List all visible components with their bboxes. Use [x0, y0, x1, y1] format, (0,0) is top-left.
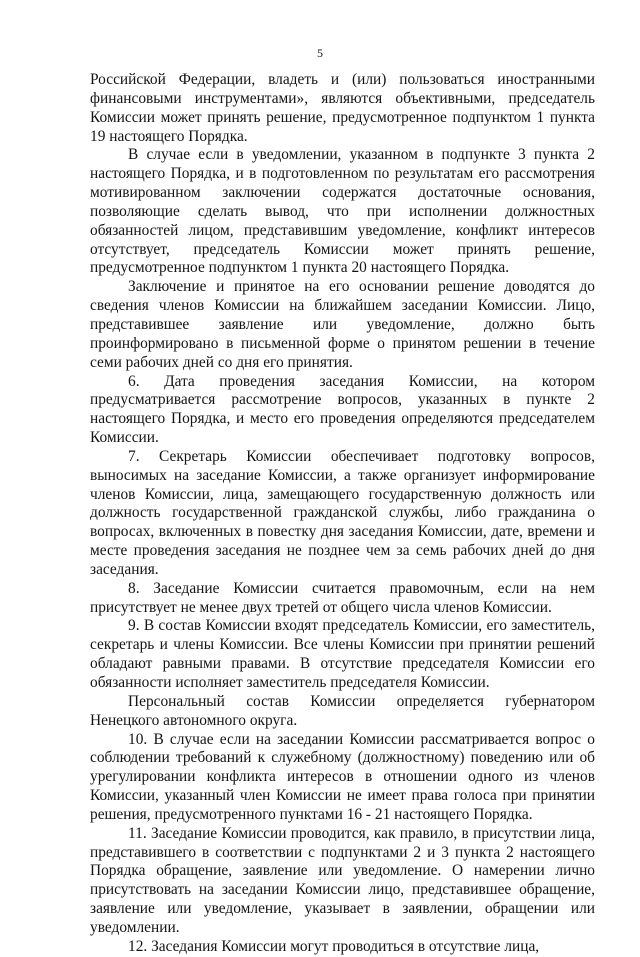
document-body	[90, 71, 595, 957]
paragraph-item-7: 7. Секретарь Комиссии обеспечивает подготовку вопросов, выносимых на заседание Комиссии, а также организует информирование членов Комиссии, лица, замещающего государственную должность или должность государственной гражданской службы, либо гражданина о вопросах, включенных в повестку дня заседания Комиссии, дате, времени и месте проведения заседания не позднее чем за семь рабочих дней до дня заседания.	[90, 447, 595, 578]
paragraph-item-8: 8. Заседание Комиссии считается правомочным, если на нем присутствует не менее двух третей от общего числа членов Комиссии.	[90, 579, 595, 616]
paragraph-notification-case: В случае если в уведомлении, указанном в подпункте 3 пункта 2 настоящего Порядка, и в подготовленном по результатам его рассмотрения мотивированном заключении содержатся достаточные основания, позволяющие сделать вывод, что при исполнении должностных обязанностей лицом, представившим уведомление, конфликт интересов отсутствует, председатель Комиссии может принять решение, предусмотренное подпунктом 1 пункта 20 настоящего Порядка.	[90, 146, 595, 277]
paragraph-item-11: 11. Заседание Комиссии проводится, как правило, в присутствии лица, представившего в соответствии с подпунктами 2 и 3 пункта 2 настоящего Порядка обращение, заявление или уведомление. О намерении лично присутствовать на заседании Комиссии лицо, представившее обращение, заявление или уведомление, указывает в заявлении, обращении или уведомлении.	[90, 824, 595, 936]
paragraph-item-6: 6. Дата проведения заседания Комиссии, на котором предусматривается рассмотрение вопросов, указанных в пункте 2 настоящего Порядка, и место его проведения определяются председателем Комиссии.	[90, 372, 595, 447]
paragraph-personal-composition: Персональный состав Комиссии определяется губернатором Ненецкого автономного округа.	[90, 692, 595, 729]
paragraph-conclusion-communication: Заключение и принятое на его основании решение доводятся до сведения членов Комиссии на ближайшем заседании Комиссии. Лицо, представившее заявление или уведомление, должно быть проинформировано в письменной форме о принятом решении в течение семи рабочих дней со дня его принятия.	[90, 278, 595, 371]
paragraph-continuation: Российской Федерации, владеть и (или) пользоваться иностранными финансовыми инструментами», являются объективными, председатель Комиссии может принять решение, предусмотренное подпунктом 1 пункта 19 настоящего Порядка.	[90, 71, 595, 145]
paragraph-item-9: 9. В состав Комиссии входят председатель Комиссии, его заместитель, секретарь и члены Комиссии. Все члены Комиссии при принятии решений обладают равными правами. В отсутствие председателя Комиссии его обязанности исполняет заместитель председателя Комиссии.	[90, 617, 595, 691]
paragraph-item-10: 10. В случае если на заседании Комиссии рассматривается вопрос о соблюдении требований к служебному (должностному) поведению или об урегулировании конфликта интересов в отношении одного из членов Комиссии, указанный член Комиссии не имеет права голоса при принятии решения, предусмотренного пунктами 16 - 21 настоящего Порядка.	[90, 730, 595, 823]
paragraph-item-12: 12. Заседания Комиссии могут проводиться в отсутствие лица,	[128, 937, 540, 955]
scan-artifact	[318, 879, 321, 880]
page-number: 5	[317, 46, 323, 60]
